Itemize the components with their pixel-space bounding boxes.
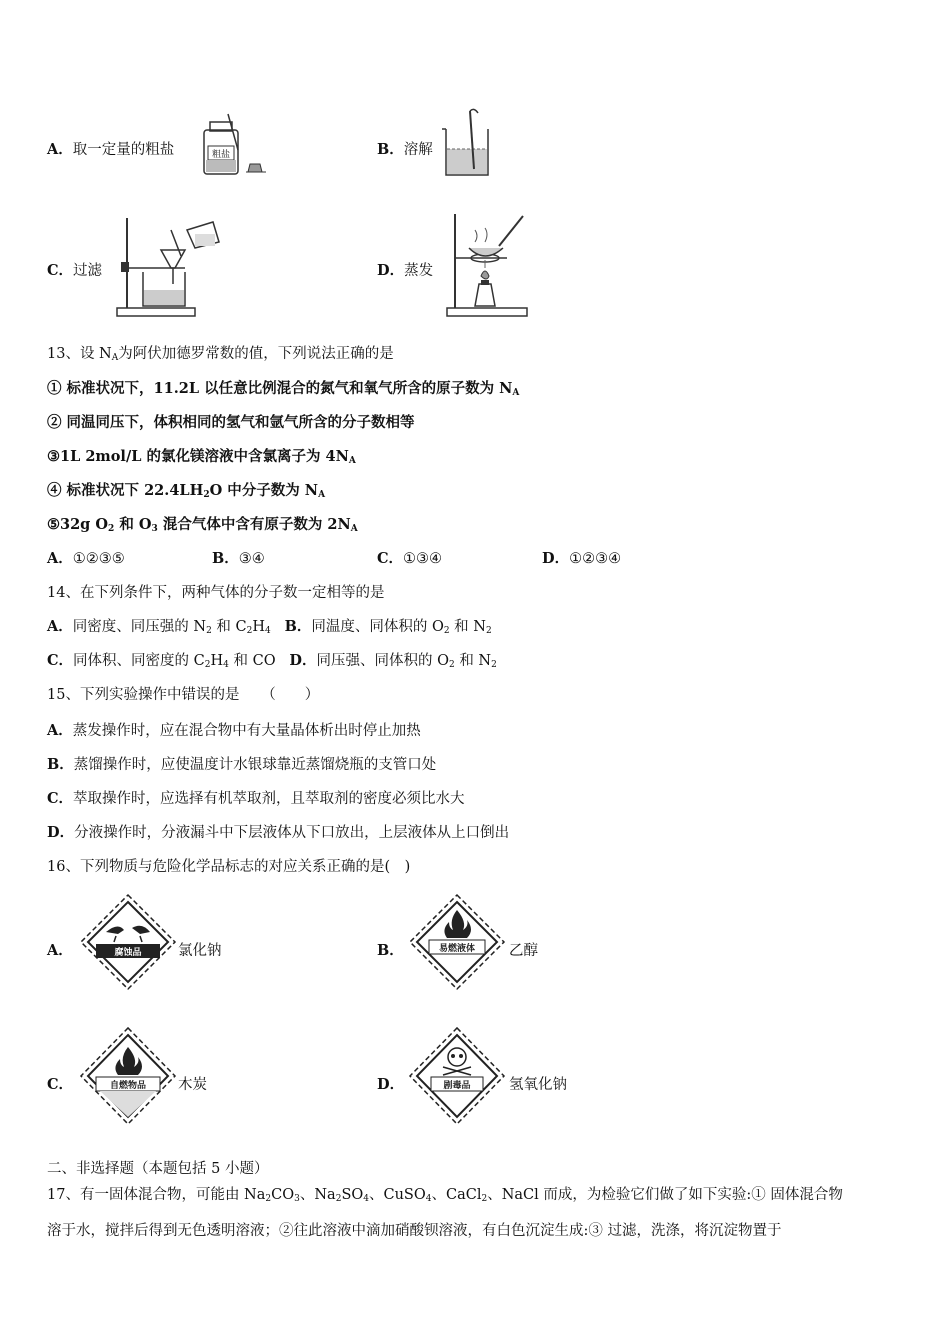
q16-option-c-letter: C． [47, 1076, 74, 1093]
corrosive-sign-label: 腐蚀品 [114, 948, 142, 958]
q16-option-a-substance: 氯化钠 [178, 943, 222, 959]
q17-line-1: 17、有一固体混合物，可能由 $Na_2CO_3$、$Na_2SO_4$、CuSO$_4$、CaCl$_2$、NaCl 而成，为检验它们做了如下实验:① 固体混合物 [47, 1187, 843, 1204]
q16-option-d-substance: 氢氧化钠 [509, 1077, 567, 1093]
q13-statement-5: ⑤32g $O_2$ 和 $O_3$ 混合气体中含有原子数为 $2N_A$ [47, 516, 358, 534]
q16-option-c-substance: 木炭 [178, 1077, 207, 1093]
section2-title: 二、非选择题（本题包括 5 小题） [47, 1161, 269, 1177]
q16-option-a-letter: A． [47, 942, 73, 959]
filtration-apparatus-icon [115, 212, 225, 320]
flammable-liquid-sign-label: 易燃液体 [438, 944, 476, 954]
q12-option-c: C．过滤 [47, 262, 103, 279]
q15-option-b: B．蒸馏操作时，应使温度计水银球靠近蒸馏烧瓶的支管口处 [47, 756, 437, 773]
q14-options-cd: C．同体积、同密度的 $C_2H_4$ 和 CO D．同压强、同体积的 $O_2$ 和 $N_2$ [47, 652, 497, 670]
corrosive-sign-icon [78, 892, 178, 992]
q16-stem: 16、下列物质与危险化学品标志的对应关系正确的是( ) [47, 859, 411, 875]
evaporation-apparatus-icon [445, 210, 530, 320]
q12-option-b: B．溶解 [377, 141, 433, 158]
beaker-icon [440, 105, 500, 180]
q12-option-a: A．取一定量的粗盐 [47, 141, 175, 158]
q15-option-d: D．分液操作时，分液漏斗中下层液体从下口放出，上层液体从上口倒出 [47, 824, 510, 841]
q13-statement-2: ② 同温同压下，体积相同的氢气和氩气所含的分子数相等 [47, 414, 415, 431]
q14-options-ab: A．同密度、同压强的 $N_2$ 和 $C_2H_4$ B．同温度、同体积的 $O_2$ 和 $N_2$ [47, 618, 492, 636]
q16-option-d-letter: D． [377, 1076, 405, 1093]
q15-option-a: A．蒸发操作时，应在混合物中有大量晶体析出时停止加热 [47, 722, 421, 739]
q15-stem: 15、下列实验操作中错误的是 （ ） [47, 687, 320, 703]
q12-option-d: D．蒸发 [377, 262, 434, 279]
toxic-sign-label: 剧毒品 [443, 1081, 471, 1091]
reagent-bottle-label: 粗盐 [211, 150, 231, 160]
q13-statement-3: ③1L 2mol/L 的氯化镁溶液中含氯离子为 $4N_A$ [47, 448, 356, 466]
q13-option-b: B．③④ [212, 550, 265, 567]
q15-option-c: C．萃取操作时，应选择有机萃取剂，且萃取剂的密度必须比水大 [47, 790, 465, 807]
q13-option-a: A．①②③⑤ [47, 550, 125, 567]
q17-line-2: 溶于水，搅拌后得到无色透明溶液；②往此溶液中滴加硝酸钡溶液，有白色沉淀生成:③ 过滤，洗涤，将沉淀物置于 [47, 1223, 782, 1239]
q13-option-c: C．①③④ [377, 550, 443, 567]
q14-stem: 14、在下列条件下，两种气体的分子数一定相等的是 [47, 585, 385, 601]
spontaneous-combustion-sign-icon [78, 1025, 178, 1127]
reagent-bottle-icon [198, 110, 270, 178]
q13-stem: 13、设 $N_A$为阿伏加德罗常数的值，下列说法正确的是 [47, 346, 394, 363]
q16-option-b-letter: B． [377, 942, 404, 959]
spontaneous-combustion-sign-label: 自燃物品 [109, 1081, 147, 1091]
q16-option-b-substance: 乙醇 [509, 943, 538, 959]
q13-option-d: D．①②③④ [542, 550, 622, 567]
q13-statement-4: ④ 标准状况下 $22.4LH_2O$ 中分子数为 $N_A$ [47, 482, 326, 500]
toxic-sign-icon [407, 1025, 507, 1127]
flammable-liquid-sign-icon [407, 892, 507, 992]
q13-statement-1: ① 标准状况下，11.2L 以任意比例混合的氮气和氧气所含的原子数为 $N_A$ [47, 380, 520, 398]
